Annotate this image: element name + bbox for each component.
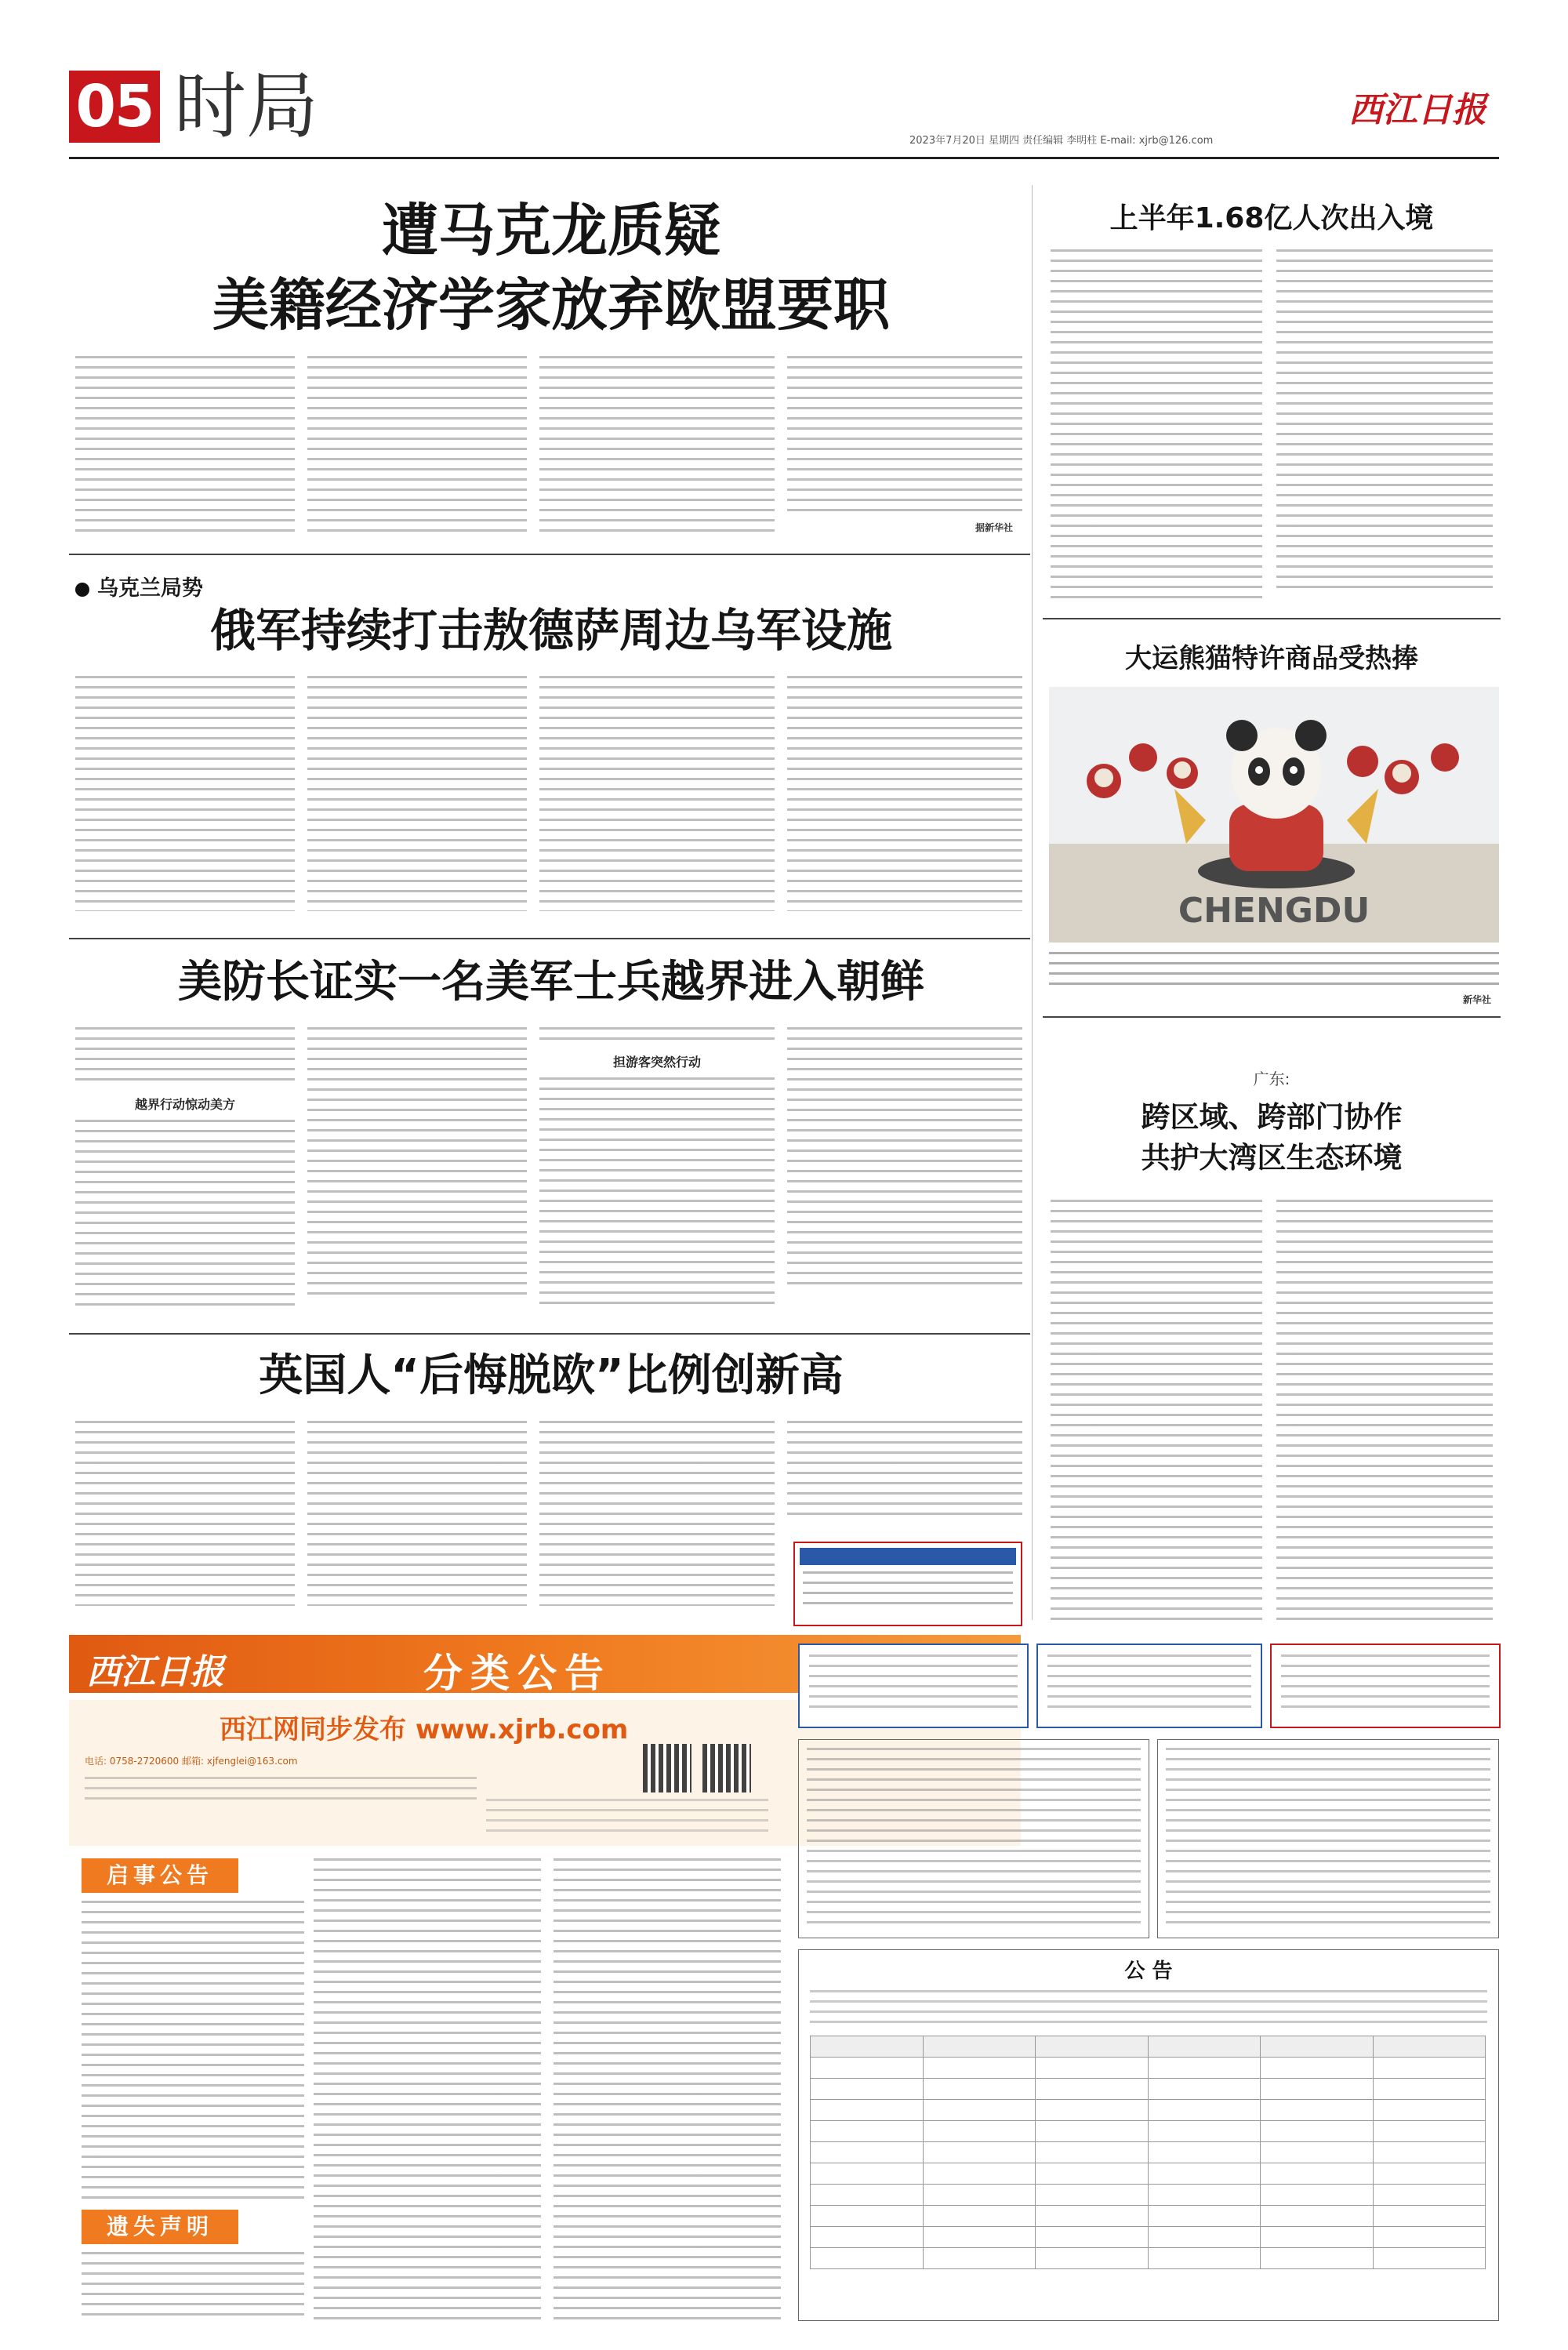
us-korea-subhead-2: 担游客突然行动 (612, 1055, 701, 1070)
photo-wordmark: CHENGDU (1178, 891, 1370, 931)
ad-text (1281, 1654, 1490, 1716)
main-article-byline: 据新华社 (975, 522, 1014, 533)
table-header-row (811, 2036, 1486, 2058)
entry-exit-col1 (1051, 249, 1262, 602)
section-rule (1043, 1016, 1501, 1018)
table-row (811, 2185, 1486, 2206)
notices-col1 (82, 1901, 304, 2199)
uk-col4 (787, 1421, 1022, 1515)
notice-section-tag: 启事公告 (82, 1858, 238, 1893)
panda-headline: 大运熊猫特许商品受热捧 (1125, 643, 1418, 674)
guangdong-col1 (1051, 1200, 1262, 1623)
guangdong-headline-line2: 共护大湾区生态环境 (1141, 1141, 1403, 1175)
us-korea-col1a (75, 1027, 295, 1082)
bullet-dot-icon (75, 583, 89, 597)
qr-code-icon (702, 1744, 751, 1792)
ad-header-bar (800, 1548, 1016, 1565)
uk-col1 (75, 1421, 295, 1606)
table-row (811, 2079, 1486, 2100)
guangdong-col2 (1276, 1200, 1493, 1623)
us-korea-col1b (75, 1120, 295, 1308)
entry-exit-col2 (1276, 249, 1493, 594)
table-row (811, 2163, 1486, 2185)
public-notice (798, 1949, 1499, 2321)
ukraine-col2 (307, 676, 527, 911)
notices-col3 (554, 1858, 781, 2321)
ad-text (803, 1571, 1013, 1611)
table-row (811, 2206, 1486, 2227)
us-korea-col2 (307, 1027, 527, 1302)
table-row (811, 2121, 1486, 2142)
bank-ad-1 (798, 1644, 1029, 1728)
ukraine-kicker (75, 571, 203, 601)
us-korea-headline: 美防长证实一名美军士兵越界进入朝鲜 (178, 957, 924, 1008)
panda-merchandise-photo (1049, 687, 1499, 943)
us-korea-col3a (539, 1027, 775, 1044)
us-korea-subhead-1: 越界行动惊动美方 (134, 1097, 235, 1112)
tender-notice-2 (1157, 1739, 1499, 1938)
tender-text (1166, 1748, 1490, 1927)
ad-text (809, 1654, 1018, 1716)
table-row (811, 2248, 1486, 2269)
app-ad-box (793, 1542, 1022, 1626)
table-row (811, 2058, 1486, 2079)
public-notice-title: 公 告 (1124, 1960, 1173, 1983)
table-row (811, 2227, 1486, 2248)
classifieds-website: 西江网同步发布 www.xjrb.com (220, 1714, 629, 1745)
ukraine-headline: 俄军持续打击敖德萨周边乌军设施 (209, 604, 892, 657)
section-name: 时局 (174, 64, 319, 148)
header-rule (69, 157, 1499, 159)
guangdong-headline-line1: 跨区域、跨部门协作 (1141, 1100, 1403, 1134)
table-row (811, 2142, 1486, 2163)
section-rule (69, 938, 1030, 939)
entry-exit-headline: 上半年1.68亿人次出入境 (1109, 202, 1434, 234)
notices-col2 (314, 1858, 541, 2321)
main-article-col3 (539, 356, 775, 533)
classifieds-address-text (85, 1777, 477, 1800)
table-row (811, 2100, 1486, 2121)
panda-caption-byline: 新华社 (1463, 994, 1492, 1005)
page-number: 05 (69, 71, 160, 143)
tender-notice-1 (798, 1739, 1149, 1938)
uk-col3 (539, 1421, 775, 1606)
main-article-col4 (787, 356, 1022, 513)
ukraine-col4 (787, 676, 1022, 911)
classifieds-title: 分类公告 (423, 1651, 612, 1696)
panda-caption-text (1049, 952, 1499, 990)
lost-col1 (82, 2252, 304, 2323)
panda-figure-image (1049, 687, 1499, 943)
section-rule (1043, 618, 1501, 619)
guangdong-kicker: 广东: (1253, 1070, 1290, 1088)
main-article-col2 (307, 356, 527, 533)
classifieds-rate-table (486, 1799, 768, 1836)
bank-ad-2 (1036, 1644, 1262, 1728)
main-headline-line1: 遭马克龙质疑 (381, 198, 720, 263)
ukraine-kicker-text: 乌克兰局势 (97, 576, 203, 601)
section-rule (69, 1333, 1030, 1335)
column-divider (1032, 185, 1033, 1620)
uk-col2 (307, 1421, 527, 1606)
bank-ad-3 (1270, 1644, 1501, 1728)
lost-declaration-tag: 遗失声明 (82, 2210, 238, 2244)
tender-text (807, 1748, 1141, 1927)
us-korea-col3b (539, 1077, 775, 1305)
ukraine-col1 (75, 676, 295, 911)
public-notice-text (810, 1990, 1487, 2029)
main-headline-line2: 美籍经济学家放弃欧盟要职 (212, 272, 890, 338)
newspaper-masthead: 西江日报 (1348, 90, 1486, 130)
ad-text (1047, 1654, 1251, 1716)
classifieds-logo: 西江日报 (86, 1652, 224, 1692)
section-rule (69, 554, 1030, 555)
main-article-col1 (75, 356, 295, 533)
qr-code-icon (643, 1744, 691, 1792)
header-meta: 2023年7月20日 星期四 责任编辑 李明柱 E-mail: xjrb@126.com (909, 135, 1214, 147)
classifieds-contact: 电话: 0758-2720600 邮箱: xjfenglei@163.com (85, 1756, 298, 1767)
uk-headline: 英国人“后悔脱欧”比例创新高 (259, 1350, 844, 1401)
ukraine-col3 (539, 676, 775, 911)
public-notice-table (810, 2036, 1486, 2269)
us-korea-col4 (787, 1027, 1022, 1286)
